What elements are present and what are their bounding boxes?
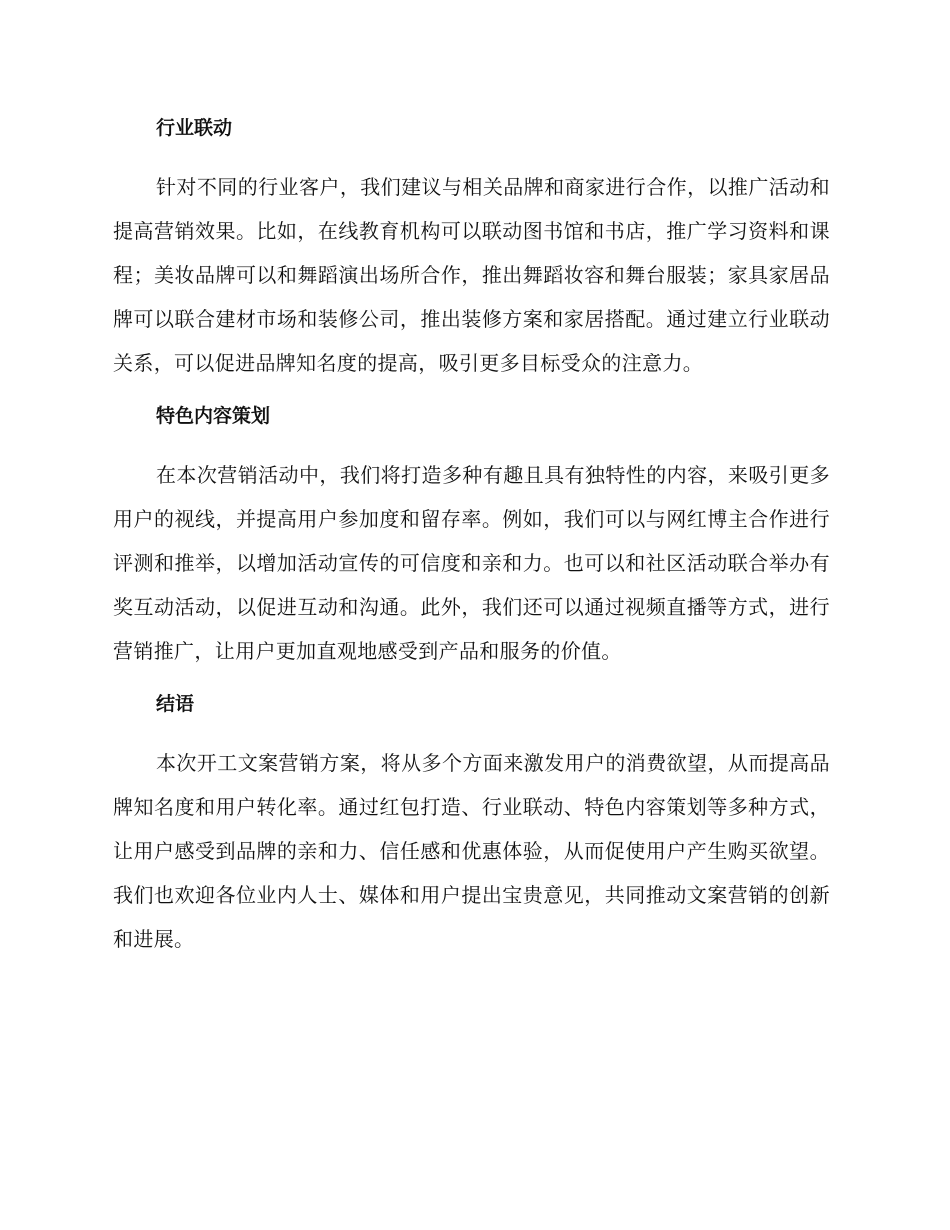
document-page [113,112,830,976]
section-paragraph: 本次开工文案营销方案，将从多个方面来激发用户的消费欲望，从而提高品牌知名度和用户转化率。通过红包打造、行业联动、特色内容策划等多种方式，让用户感受到品牌的亲和力、信任感和优惠体验，从而促使用户产生购买欲望。我们也欢迎各位业内人士、媒体和用户提出宝贵意见，共同推动文案营销的创新和进展。 [113,751,830,951]
section-heading: 特色内容策划 [156,405,271,427]
section-industry-linkage [113,112,830,385]
section-heading: 结语 [156,693,195,715]
section-paragraph: 针对不同的行业客户，我们建议与相关品牌和商家进行合作，以推广活动和提高营销效果。比如，在线教育机构可以联动图书馆和书店，推广学习资料和课程；美妆品牌可以和舞蹈演出场所合作，推出舞蹈妆容和舞台服装；家具家居品牌可以联合建材市场和装修公司，推出装修方案和家居搭配。通过建立行业联动关系，可以促进品牌知名度的提高，吸引更多目标受众的注意力。 [113,175,830,375]
section-paragraph: 在本次营销活动中，我们将打造多种有趣且具有独特性的内容，来吸引更多用户的视线，并提高用户参加度和留存率。例如，我们可以与网红博主合作进行评测和推举，以增加活动宣传的可信度和亲和力。也可以和社区活动联合举办有奖互动活动，以促进互动和沟通。此外，我们还可以通过视频直播等方式，进行营销推广，让用户更加直观地感受到产品和服务的价值。 [113,463,830,663]
section-conclusion [113,688,830,961]
section-featured-content [113,400,830,673]
section-heading: 行业联动 [156,117,233,139]
